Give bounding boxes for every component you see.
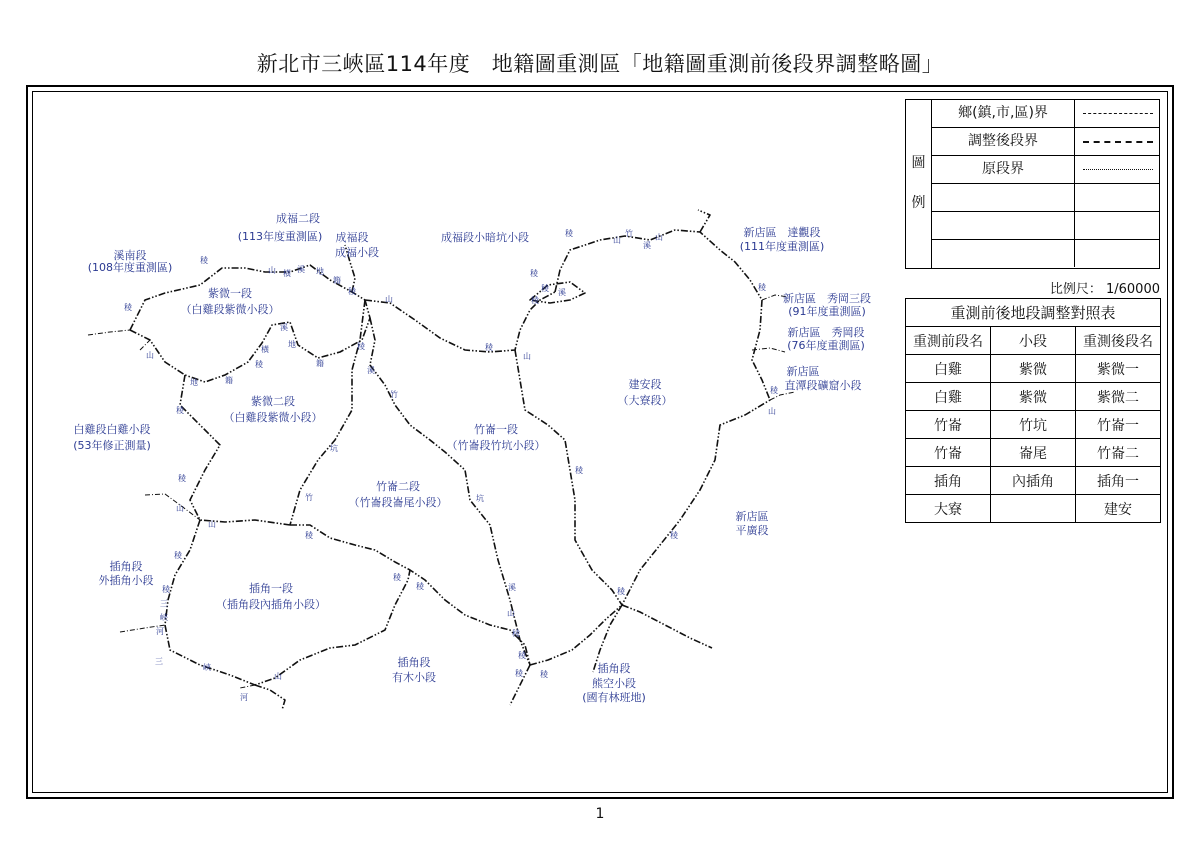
mark-ling-26: 稜 — [770, 386, 778, 395]
legend — [905, 99, 1160, 269]
mark-ling: 稜 — [200, 256, 208, 265]
label-zhulun2: 竹崙二段 — [376, 480, 420, 493]
label-xiugang3: 新店區 秀岡三段 — [783, 292, 871, 305]
orig-east-2 — [752, 348, 785, 352]
label-chengfu2: 成福二段 — [276, 212, 320, 225]
boundary-south-main — [530, 605, 622, 665]
mark-ling-18: 稜 — [617, 587, 625, 596]
label-ziwei2-note: （白雞段紫微小段） — [223, 411, 323, 424]
label-zhitan: 新店區 — [786, 365, 820, 378]
mark-san-2: 三 — [155, 657, 163, 666]
page-number: 1 — [595, 806, 605, 822]
legend-label: 原段界 — [932, 156, 1075, 183]
mark-ling-8: 稜 — [305, 531, 313, 540]
boundary-chengfu-south — [365, 292, 555, 352]
table-cell: 插角 — [906, 467, 991, 495]
mark-ling-16: 稜 — [540, 670, 548, 679]
mark-ling-10: 稜 — [162, 585, 170, 594]
table-cell: 建安 — [1076, 495, 1161, 523]
legend-row — [932, 184, 1159, 212]
mark-ling-25: 稜 — [758, 283, 766, 292]
table-row — [906, 355, 1161, 383]
mark-keng: 坑 — [330, 444, 338, 453]
boundary-chajiao-tail — [255, 685, 285, 710]
table-cell: 內插角 — [991, 467, 1076, 495]
legend-label: 調整後段界 — [932, 128, 1075, 155]
mark-di: 地 — [316, 267, 324, 276]
mark-ling-6: 稜 — [176, 406, 184, 415]
table-cell — [991, 495, 1076, 523]
mark-ling-17: 稜 — [575, 466, 583, 475]
boundary-jianan-west — [515, 350, 622, 605]
mark-ling-13: 稜 — [512, 629, 520, 638]
section-boundaries — [130, 210, 770, 710]
label-chajiao-xiong-sub: 熊空小段 — [592, 677, 636, 690]
label-baiji-note: (53年修正測量) — [73, 439, 151, 452]
legend-heading-char-2: 例 — [911, 195, 926, 211]
mark-zhu-2: 竹 — [305, 493, 313, 502]
legend-sample-district — [1083, 113, 1153, 114]
orig-west-2 — [140, 340, 150, 350]
table-row — [906, 467, 1161, 495]
mark-xi-4: 溪 — [508, 583, 516, 592]
table-row — [906, 411, 1161, 439]
table-cell: 白雞 — [906, 355, 991, 383]
label-ziwei2: 紫微二段 — [251, 395, 295, 408]
legend-heading-char-1: 圖 — [911, 155, 926, 171]
label-xiugang: 新店區 秀岡段 — [787, 326, 865, 339]
mark-shan-11: 山 — [768, 407, 776, 416]
label-pingguang: 新店區 — [735, 510, 769, 523]
label-baiji: 白雞段白雞小段 — [73, 423, 151, 436]
table-header-row — [906, 327, 1161, 355]
mark-ling-24: 稜 — [565, 229, 573, 238]
mark-shan: 山 — [268, 266, 276, 275]
comparison-table — [905, 298, 1161, 523]
mark-ling-21: 稜 — [530, 269, 538, 278]
mark-heng-2: 橫 — [261, 345, 269, 354]
mark-ling-3: 稜 — [124, 303, 132, 312]
mark-ling-14: 稜 — [518, 651, 526, 660]
mark-di-3: 地 — [288, 340, 296, 349]
mark-xi-6: 溪 — [643, 241, 651, 250]
label-ziwei1: 紫微一段 — [208, 287, 252, 300]
table-header: 重測後段名 — [1076, 327, 1161, 355]
mark-di-2: 地 — [190, 378, 198, 387]
table-cell: 紫微 — [991, 355, 1076, 383]
label-jianan: 建安段 — [628, 378, 662, 391]
mark-heng: 橫 — [283, 269, 291, 278]
mark-ling-15: 稜 — [515, 669, 523, 678]
orig-west-5 — [240, 685, 255, 688]
original-boundaries — [88, 295, 795, 688]
table-cell: 紫微一 — [1076, 355, 1161, 383]
mark-ling-11: 稜 — [393, 573, 401, 582]
table-cell: 插角一 — [1076, 467, 1161, 495]
boundary-xiong — [622, 605, 712, 648]
label-chengfu-xiao: 成福段小暗坑小段 — [441, 231, 529, 244]
label-xinan: 溪南段 — [113, 249, 147, 262]
label-chengfu: 成福段 — [335, 231, 369, 244]
table-header: 重測前段名 — [906, 327, 991, 355]
table-cell: 竹崙 — [906, 439, 991, 467]
mark-xi: 溪 — [297, 265, 305, 274]
label-chajiao-you: 插角段 — [397, 656, 431, 669]
mark-ji-3: 籍 — [316, 359, 324, 368]
mark-shan-4: 山 — [176, 504, 184, 513]
table-row — [906, 383, 1161, 411]
legend-heading — [906, 100, 932, 268]
table-row — [906, 495, 1161, 523]
mark-xia: 峽 — [160, 613, 168, 622]
orig-west-1 — [88, 330, 130, 335]
mark-shan-9: 山 — [613, 236, 621, 245]
label-zhitan-sub: 直潭段礦窟小段 — [784, 379, 862, 392]
mark-shan-8: 山 — [523, 352, 531, 361]
table-cell: 紫微 — [991, 383, 1076, 411]
mark-shan-5: 山 — [208, 520, 216, 529]
mark-ling-12: 稜 — [416, 582, 424, 591]
table-cell: 崙尾 — [991, 439, 1076, 467]
legend-row — [932, 240, 1159, 268]
label-xinan-note: (108年度重測區) — [87, 261, 173, 274]
table-header: 小段 — [991, 327, 1076, 355]
mark-shan-3: 山 — [146, 351, 154, 360]
mark-ling-23: 稜 — [531, 296, 539, 305]
label-dafeng-note: (111年度重測區) — [739, 240, 825, 253]
mark-ling-22: 稜 — [541, 284, 549, 293]
table-caption-row — [906, 299, 1161, 327]
label-chajiao-you-sub: 有木小段 — [392, 671, 436, 684]
label-zhulun2-note: （竹崙段崙尾小段） — [348, 496, 448, 509]
table-cell: 竹崙二 — [1076, 439, 1161, 467]
mark-ji-2: 籍 — [225, 376, 233, 385]
mark-ji: 籍 — [333, 276, 341, 285]
legend-sample-adjusted — [1083, 141, 1153, 143]
legend-row — [932, 212, 1159, 240]
table-cell: 大寮 — [906, 495, 991, 523]
boundary-east-spur — [698, 210, 710, 232]
label-dafeng: 新店區 達觀段 — [743, 226, 821, 239]
label-xiugang-note: (76年度重測區) — [787, 339, 865, 352]
table-caption: 重測前後地段調整對照表 — [906, 299, 1161, 327]
mark-keng-2: 坑 — [476, 494, 484, 503]
legend-row — [932, 156, 1159, 184]
table-row — [906, 439, 1161, 467]
table-cell: 白雞 — [906, 383, 991, 411]
label-zhulun1: 竹崙一段 — [474, 423, 518, 436]
label-chengfu2-note: (113年度重測區) — [237, 230, 323, 243]
label-pingguang-sub: 平廣段 — [735, 524, 769, 537]
table-cell: 竹崙一 — [1076, 411, 1161, 439]
label-xiugang3-note: (91年度重測區) — [788, 305, 866, 318]
scale-label: 比例尺： 1/60000 — [1049, 282, 1160, 297]
mark-zhu: 竹 — [390, 390, 398, 399]
mark-shan-2: 山 — [385, 295, 393, 304]
label-chajiao-wai-sub: 外插角小段 — [98, 574, 154, 587]
mark-xi-5: 溪 — [558, 288, 566, 297]
label-zhulun1-note: （竹崙段竹坑小段） — [446, 439, 546, 452]
label-chajiao1-note: （插角段內插角小段） — [216, 598, 326, 611]
map-title: 新北市三峽區114年度 地籍圖重測區「地籍圖重測前後段界調整略圖」 — [256, 52, 944, 76]
mark-xi-2: 溪 — [280, 323, 288, 332]
mark-ling-19: 稜 — [670, 531, 678, 540]
legend-label: 鄉(鎮,市,區)界 — [932, 100, 1075, 127]
label-chajiao-xiong: 插角段 — [597, 662, 631, 675]
mark-ling-2: 稜 — [348, 287, 356, 296]
mark-shan-10: 山 — [655, 233, 663, 242]
mark-ling-20: 稜 — [485, 343, 493, 352]
mark-ling-7: 稜 — [178, 474, 186, 483]
table-cell: 竹崙 — [906, 411, 991, 439]
legend-label — [932, 240, 1075, 267]
label-chajiao1: 插角一段 — [249, 582, 293, 595]
legend-label — [932, 212, 1075, 239]
legend-row — [932, 128, 1159, 156]
mark-san: 三 — [160, 599, 168, 608]
legend-row — [932, 100, 1159, 128]
table-cell: 紫微二 — [1076, 383, 1161, 411]
mark-he-2: 河 — [240, 693, 248, 702]
label-jianan-note: （大寮段） — [617, 394, 673, 407]
mark-he: 河 — [156, 627, 164, 636]
mark-zhu-3: 竹 — [625, 229, 633, 238]
mark-ling-4: 稜 — [255, 360, 263, 369]
label-chajiao-wai: 插角段 — [109, 560, 143, 573]
label-chajiao-xiong-note: (國有林班地) — [582, 691, 646, 704]
legend-label — [932, 184, 1075, 211]
section-labels — [73, 211, 871, 704]
label-chengfu-sub: 成福小段 — [335, 246, 379, 259]
mark-ling-9: 稜 — [174, 551, 182, 560]
legend-sample-original — [1083, 169, 1153, 170]
mark-shan-7: 山 — [507, 609, 515, 618]
mark-xi-3: 溪 — [367, 366, 375, 375]
label-ziwei1-note: （白雞段紫微小段） — [180, 303, 280, 316]
table-cell: 竹坑 — [991, 411, 1076, 439]
boundary-jianan-east — [555, 230, 770, 605]
mark-ling-5: 稜 — [357, 342, 365, 351]
mark-shan-6: 山 — [274, 672, 282, 681]
mark-xia-2: 峽 — [203, 663, 211, 672]
